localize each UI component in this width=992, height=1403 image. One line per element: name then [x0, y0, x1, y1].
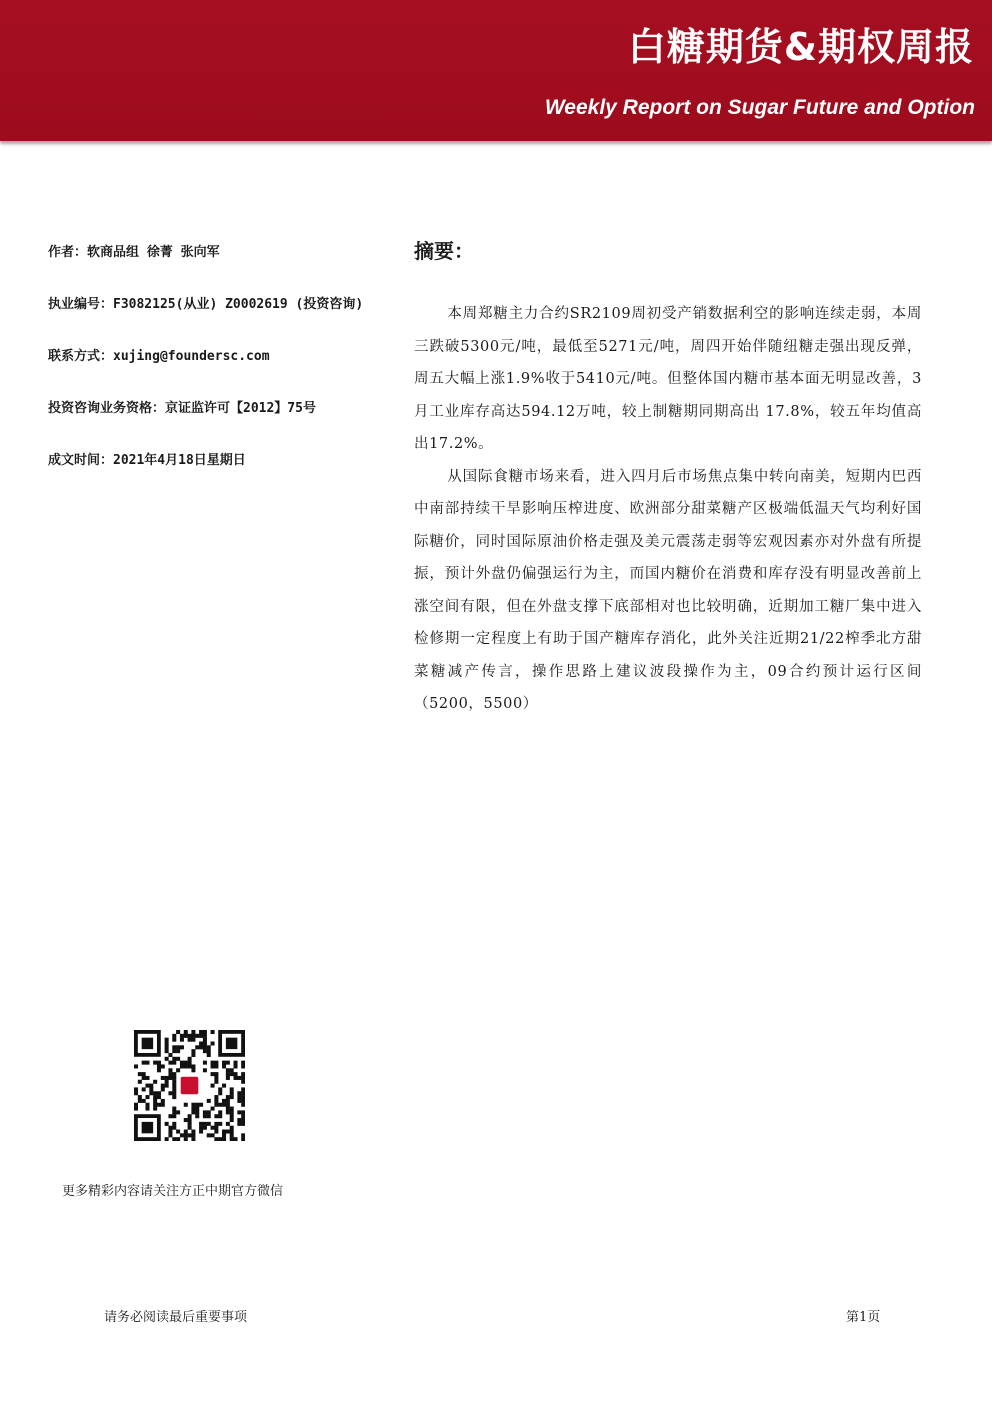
- wechat-qr-code: [134, 1030, 245, 1141]
- author-line: 作者：软商品组 徐菁 张向军: [48, 245, 220, 260]
- summary-heading: 摘要：: [414, 239, 474, 263]
- report-title-en: Weekly Report on Sugar Future and Option: [544, 96, 975, 119]
- license-line: 执业编号：F3082125(从业) Z0002619 (投资咨询): [48, 297, 364, 312]
- summary-paragraph-2: 从国际食糖市场来看，进入四月后市场焦点集中转向南美，短期内巴西中南部持续干旱影响压榨进度、欧洲部分甜菜糖产区极端低温天气均利好国际糖价，同时国际原油价格走强及美元震荡走弱等宏观因素亦对外盘有所提振，预计外盘仍偏强运行为主，而国内糖价在消费和库存没有明显改善前上涨空间有限，但在外盘支撑下底部相对也比较明确，近期加工糖厂集中进入检修期一定程度上有助于国产糖库存消化，此外关注近期21/22榨季北方甜菜糖减产传言，操作思路上建议波段操作为主，09合约预计运行区间（5200，5500）: [414, 468, 922, 712]
- report-title-cn: 白糖期货&期权周报: [627, 25, 974, 69]
- contact-line[interactable]: 联系方式：xujing@foundersc.com: [48, 349, 270, 364]
- author-meta-block: [48, 243, 398, 503]
- header-band: [0, 0, 992, 141]
- qr-code-graphic: [134, 1030, 245, 1141]
- qr-caption: 更多精彩内容请关注方正中期官方微信: [62, 1184, 284, 1199]
- qualification-line: 投资咨询业务资格：京证监许可【2012】75号: [48, 401, 316, 416]
- date-line: 成文时间：2021年4月18日星期日: [48, 453, 246, 468]
- summary-body: [414, 298, 922, 721]
- summary-paragraph-1: 本周郑糖主力合约SR2109周初受产销数据利空的影响连续走弱，本周三跌破5300元/吨，最低至5271元/吨，周四开始伴随纽糖走强出现反弹，周五大幅上涨1.9%收于5410元/吨。但整体国内糖市基本面无明显改善，3月工业库存高达594.12万吨，较上制糖期同期高出 17.8%，较五年均值高出17.2%。: [414, 306, 922, 452]
- footer-page-number: 第1页: [846, 1310, 881, 1325]
- footer-notice: 请务必阅读最后重要事项: [104, 1310, 248, 1325]
